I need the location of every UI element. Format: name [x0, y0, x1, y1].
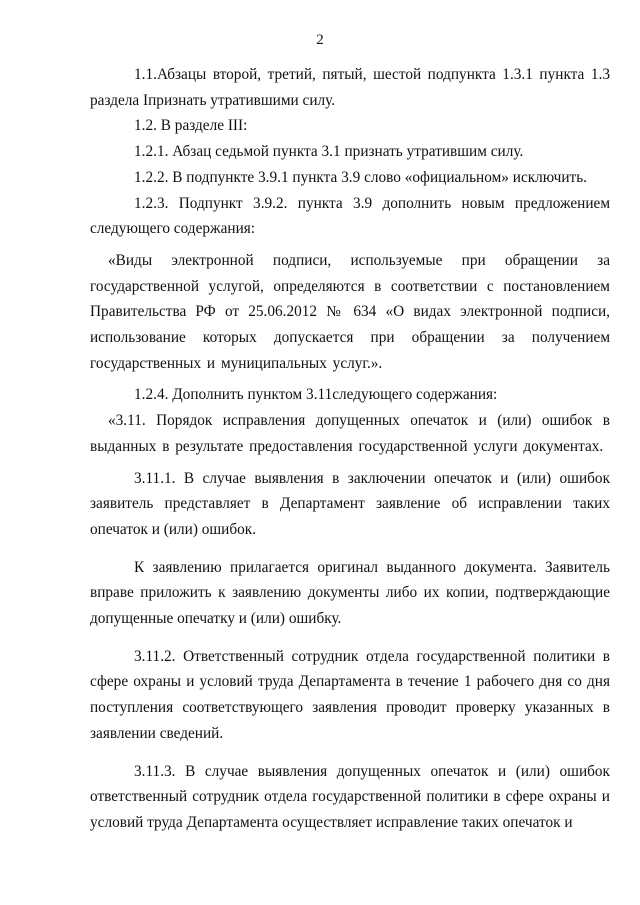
paragraph-1-2-3: 1.2.3. Подпункт 3.9.2. пункта 3.9 дополнить новым предложением следующего содержания: [90, 194, 610, 238]
paragraph-1-1: 1.1.Абзацы второй, третий, пятый, шестой подпункта 1.3.1 пункта 1.3 раздела Iпризнать утратившими силу. [90, 66, 610, 109]
paragraph-1-2: 1.2. В разделе III: [134, 117, 248, 135]
paragraph-1-2-4: 1.2.4. Дополнить пунктом 3.11следующего содержания: [134, 386, 498, 404]
paragraph-application-attachment: К заявлению прилагается оригинал выданного документа. Заявитель вправе приложить к заявлению документы либо их копии, подтверждающие допущенные опечатку и (или) ошибку. [90, 558, 610, 628]
page-number: 2 [316, 32, 324, 48]
paragraph-3-11-3: 3.11.3. В случае выявления допущенных опечаток и (или) ошибок ответственный сотрудник отдела государственной политики в сфере охраны и условий труда Департамента осуществляет исправление таких опечаток и [90, 762, 610, 831]
paragraph-1-2-1: 1.2.1. Абзац седьмой пункта 3.1 признать утратившим силу. [134, 143, 524, 161]
paragraph-3-11-2: 3.11.2. Ответственный сотрудник отдела государственной политики в сфере охраны и условий труда Департамента в течение 1 рабочего дня со дня поступления соответствующего заявления проводит проверку указанных в заявлении сведений. [90, 647, 610, 742]
paragraph-3-11-1: 3.11.1. В случае выявления в заключении опечаток и (или) ошибок заявитель представляет в Департамент заявление об исправлении таких опечаток и (или) ошибок. [90, 469, 610, 538]
paragraph-3-11: «3.11. Порядок исправления допущенных опечаток и (или) ошибок в выданных в результате предоставления государственной услуги документах. [90, 412, 610, 455]
document-body [90, 62, 610, 836]
paragraph-quote-signature-types: «Виды электронной подписи, используемые при обращении за государственной услугой, определяются в соответствии с постановлением Правительства РФ от 25.06.2012 № 634 «О видах электронной подписи, использование которых допускается при обращении за получением государственных и муниципальных услуг.». [90, 251, 610, 372]
paragraph-1-2-2: 1.2.2. В подпункте 3.9.1 пункта 3.9 слово «официальном» исключить. [134, 168, 588, 186]
